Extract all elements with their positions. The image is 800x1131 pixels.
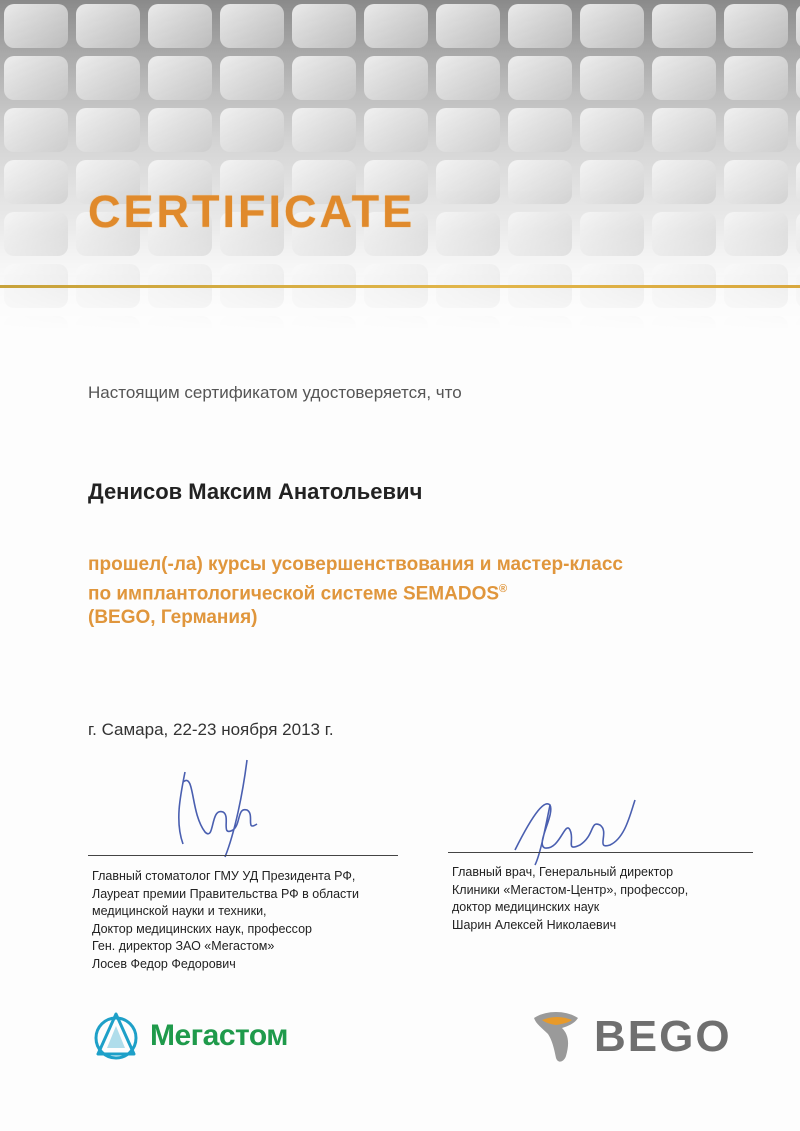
course-line-1: прошел(-ла) курсы усовершенствования и мастер-класс (88, 554, 623, 575)
signatory-right-line: Клиники «Мегастом-Центр», профессор, (452, 882, 689, 897)
signatory-right-line: доктор медицинских наук (452, 900, 600, 914)
bego-logo (528, 1008, 732, 1066)
signatory-left-line: Лосев Федор Федорович (92, 956, 236, 971)
registered-mark: ® (499, 583, 508, 595)
signatory-left (92, 868, 359, 973)
signatory-right-line: Главный врач, Генеральный директор (452, 865, 674, 879)
megastom-emblem-icon (88, 1008, 144, 1064)
course-line-3: (BEGO, Германия) (88, 607, 258, 629)
megastom-wordmark: Мегастом (150, 1019, 288, 1052)
header-background (0, 0, 800, 330)
certificate-title: CERTIFICATE (88, 186, 416, 237)
course-line-2: по имплантологической системе SEMADOS® (88, 583, 508, 605)
signatory-left-line: Лауреат премии Правительства РФ в области (92, 886, 359, 901)
signatory-left-line: Доктор медицинских наук, профессор (92, 921, 312, 936)
signature-left (165, 752, 275, 862)
signatory-right (452, 864, 688, 934)
recipient-name: Денисов Максим Анатольевич (88, 479, 423, 504)
signatory-left-line: Ген. директор ЗАО «Мегастом» (92, 939, 275, 953)
signature-line-left (88, 855, 398, 856)
place-date: г. Самара, 22-23 ноября 2013 г. (88, 720, 334, 739)
gold-divider (0, 285, 800, 288)
intro-text: Настоящим сертификатом удостоверяется, что (88, 383, 462, 402)
megastom-logo (88, 1008, 288, 1064)
signatory-right-line: Шарин Алексей Николаевич (452, 917, 617, 932)
signature-line-right (448, 852, 753, 853)
signature-right (505, 790, 655, 870)
signatory-left-line: Главный стоматолог ГМУ УД Президента РФ, (92, 869, 356, 883)
course-description (88, 553, 623, 630)
bego-wordmark: BEGO (594, 1012, 732, 1061)
signatory-left-line: медицинской науки и техники, (92, 904, 267, 918)
bego-tooth-icon (528, 1008, 584, 1066)
